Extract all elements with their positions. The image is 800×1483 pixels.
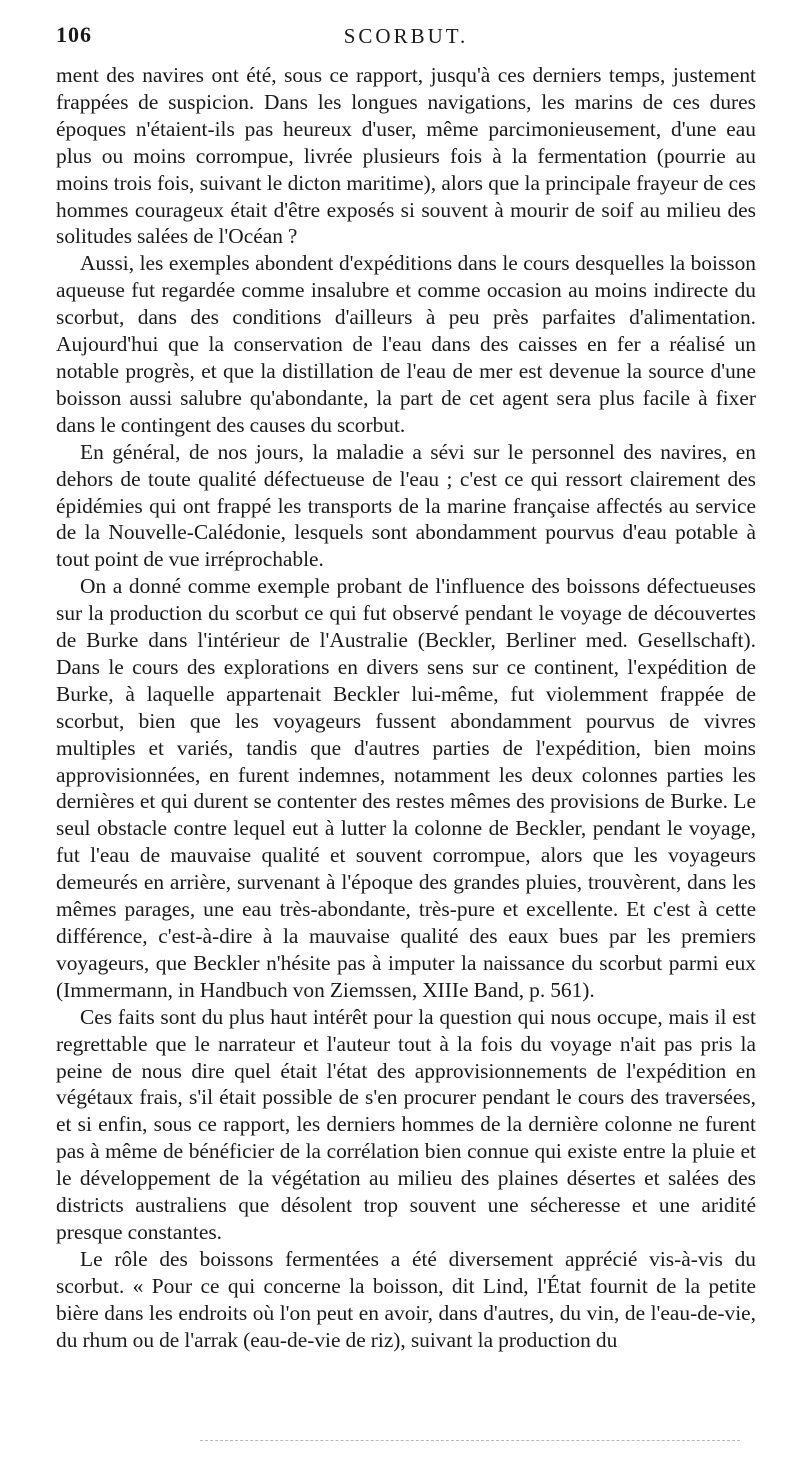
- paragraph-fermented-drinks: Le rôle des boissons fermentées a été diversement apprécié vis-à-vis du scorbut. « Pour ce qui concerne la boisson, dit Lind, l'État fournit de la petite bière dans les endroits où l'on peut en avoir, dans d'autres, du vin, de l'eau-de-vie, du rhum ou de l'arrak (eau-de-vie de riz), suivant la production du: [56, 1246, 756, 1352]
- bottom-rule: [200, 1440, 740, 1441]
- book-page: [0, 22, 800, 1483]
- page-header: [56, 22, 756, 62]
- running-title: SCORBUT.: [343, 24, 469, 48]
- paragraph-nouvelle-caledonie: En général, de nos jours, la maladie a sévi sur le personnel des navires, en dehors de toute qualité défectueuse de l'eau ; c'est ce qui ressort clairement des épidémies qui ont frappé les transports de la marine française affectés au service de la Nouvelle-Calédonie, lesquels sont abondamment pourvus d'eau potable à tout point de vue irréprochable.: [56, 439, 756, 572]
- paragraph-continuation: ment des navires ont été, sous ce rapport, jusqu'à ces derniers temps, justement frappées de suspicion. Dans les longues navigations, les marins de ces dures époques n'étaient-ils pas heureux d'user, même parcimonieusement, d'une eau plus ou moins corrompue, livrée plusieurs fois à la fermentation (pourrie au moins trois fois, suivant le dicton maritime), alors que la principale frayeur de ces hommes courageux était d'être exposés si souvent à mourir de soif au milieu des solitudes salées de l'Océan ?: [56, 63, 756, 249]
- paragraph-expeditions: Aussi, les exemples abondent d'expéditions dans le cours desquelles la boisson aqueuse fut regardée comme insalubre et comme occasion au moins indirecte du scorbut, dans des conditions d'ailleurs à peu près parfaites d'alimentation. Aujourd'hui que la conservation de l'eau dans des caisses en fer a réalisé un notable progrès, et que la distillation de l'eau de mer est devenue la source d'une boisson aussi salubre qu'abondante, la part de cet agent sera plus facile à fixer dans le contingent des causes du scorbut.: [56, 251, 756, 437]
- paragraph-regret: Ces faits sont du plus haut intérêt pour la question qui nous occupe, mais il est regrettable que le narrateur et l'auteur tout à la fois du voyage n'ait pas pris la peine de nous dire quel était l'état des approvisionnements de l'expédition en végétaux frais, s'il était possible de s'en procurer pendant le cours des traversées, et si enfin, sous ce rapport, les derniers hommes de la dernière colonne ne furent pas à même de bénéficier de la corrélation bien connue qui existe entre la pluie et le développement de la végétation au milieu des plaines désertes et salées des districts australiens que désolent trop souvent une sécheresse et une aridité presque constantes.: [56, 1004, 756, 1244]
- paragraph-burke-expedition: On a donné comme exemple probant de l'influence des boissons défectueuses sur la production du scorbut ce qui fut observé pendant le voyage de découvertes de Burke dans l'intérieur de l'Australie (Beckler, Berliner med. Gesellschaft). Dans le cours des explorations en divers sens sur ce continent, l'expédition de Burke, à laquelle appartenait Beckler lui-même, fut violemment frappée de scorbut, bien que les voyageurs fussent abondamment pourvus de vivres multiples et variés, tandis que d'autres parties de l'expédition, bien moins approvisionnées, en furent indemnes, notamment les deux colonnes parties les dernières et qui durent se contenter des restes mêmes des provisions de Burke. Le seul obstacle contre lequel eut à lutter la colonne de Beckler, pendant le voyage, fut l'eau de mauvaise qualité et souvent corrompue, alors que les voyageurs demeurés en arrière, survenant à l'époque des grandes pluies, trouvèrent, dans les mêmes parages, une eau très-abondante, très-pure et excellente. Et c'est à cette différence, c'est-à-dire à la mauvaise qualité des eaux bues par les premiers voyageurs, que Beckler n'hésite pas à imputer la naissance du scorbut parmi eux (Immermann, in Handbuch von Ziemssen, XIIIe Band, p. 561).: [56, 574, 756, 1002]
- page-body: [56, 62, 756, 1354]
- page-number: 106: [56, 22, 92, 47]
